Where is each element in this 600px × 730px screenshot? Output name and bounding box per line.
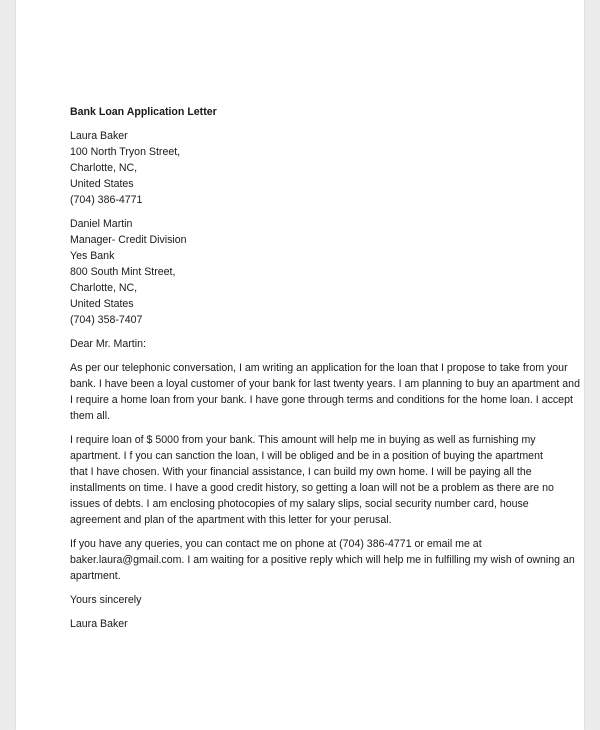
sender-address	[70, 128, 530, 208]
recipient-street: 800 South Mint Street,	[70, 266, 176, 278]
recipient-address	[70, 216, 530, 328]
letter-body	[70, 104, 580, 640]
sender-name: Laura Baker	[70, 130, 128, 142]
paragraph-line: them all.	[70, 410, 111, 422]
signature: Laura Baker	[70, 618, 128, 630]
salutation: Dear Mr. Martin:	[70, 338, 146, 350]
recipient-bank: Yes Bank	[70, 250, 115, 262]
paragraph-line: issues of debts. I am enclosing photocopies of my salary slips, social security number card, house	[70, 498, 529, 510]
paragraph-line: bank. I have been a loyal customer of your bank for last twenty years. I am planning to buy an apartment and	[70, 378, 580, 390]
paragraph-line: As per our telephonic conversation, I am writing an application for the loan that I propose to take from your	[70, 362, 568, 374]
recipient-title: Manager- Credit Division	[70, 234, 187, 246]
paragraph-line: apartment.	[70, 570, 121, 582]
recipient-country: United States	[70, 298, 134, 310]
paragraph-line: I require a home loan from your bank. I have gone through terms and conditions for the home loan. I accept	[70, 394, 573, 406]
sender-country: United States	[70, 178, 134, 190]
document-page	[16, 0, 584, 730]
sender-street: 100 North Tryon Street,	[70, 146, 181, 158]
letter-title: Bank Loan Application Letter	[70, 106, 217, 118]
sender-city: Charlotte, NC,	[70, 162, 138, 174]
paragraph-line: baker.laura@gmail.com. I am waiting for a positive reply which will help me in fulfilling my wish of owning an	[70, 554, 575, 566]
recipient-name: Daniel Martin	[70, 218, 133, 230]
paragraph-line: installments on time. I have a good credit history, so getting a loan will not be a problem as there are no	[70, 482, 554, 494]
paragraph-line: apartment. I f you can sanction the loan, I will be obliged and be in a position of buying the apartment	[70, 450, 543, 462]
paragraph-2	[70, 432, 554, 528]
paragraph-1	[70, 360, 580, 424]
sender-phone: (704) 386-4771	[70, 194, 143, 206]
paragraph-line: agreement and plan of the apartment with this letter for your perusal.	[70, 514, 392, 526]
paragraph-3	[70, 536, 575, 584]
recipient-city: Charlotte, NC,	[70, 282, 138, 294]
paragraph-line: If you have any queries, you can contact me on phone at (704) 386-4771 or email me at	[70, 538, 482, 550]
recipient-phone: (704) 358-7407	[70, 314, 143, 326]
paragraph-line: I require loan of $ 5000 from your bank. This amount will help me in buying as well as furnishing my	[70, 434, 536, 446]
paragraph-line: that I have chosen. With your financial assistance, I can build my own home. I will be paying all the	[70, 466, 532, 478]
closing: Yours sincerely	[70, 594, 142, 606]
